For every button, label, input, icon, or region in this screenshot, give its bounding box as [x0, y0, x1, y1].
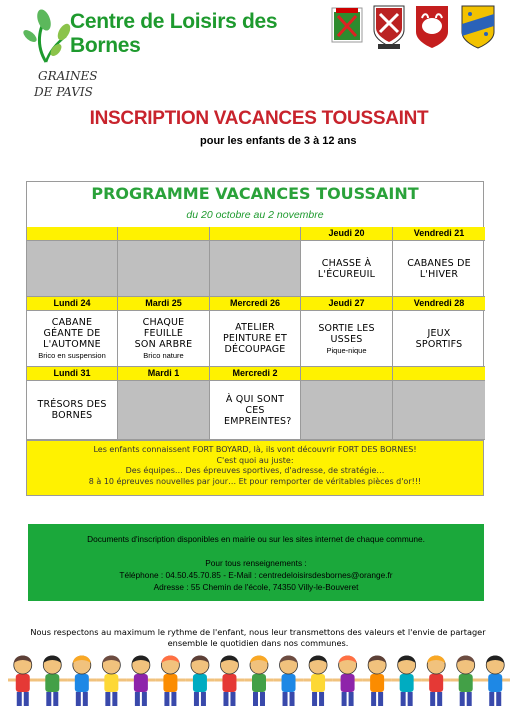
day-header: Vendredi 21 — [393, 227, 485, 240]
programme-title: PROGRAMME VACANCES TOUSSAINT — [91, 184, 419, 203]
activity-cell — [210, 310, 301, 367]
info-phone-email: Téléphone : 04.50.45.70.85 - E-Mail : centredeloisirsdesbornes@orange.fr — [119, 570, 393, 580]
info-box — [28, 524, 484, 601]
week2-day-row — [27, 297, 483, 310]
activity-label: CHAQUE FEUILLE SON ARBRE — [134, 317, 193, 350]
activity-cell — [393, 240, 485, 297]
child-figure — [421, 656, 451, 707]
fort-line: 8 à 10 épreuves nouvelles par jour… Et pour remporter de véritables pièces d'or!!! — [88, 476, 422, 486]
activity-cell — [27, 310, 118, 367]
activity-cell-empty — [301, 380, 393, 440]
child-figure — [392, 656, 422, 707]
child-figure — [38, 656, 68, 707]
page-subtitle: pour les enfants de 3 à 12 ans — [200, 135, 357, 147]
svg-text:DE PAVIS: DE PAVIS — [34, 85, 93, 99]
week1-day-row — [27, 227, 483, 240]
activity-cell — [210, 380, 301, 440]
week3-activity-row — [27, 380, 483, 440]
activity-cell — [118, 310, 210, 367]
activity-cell-empty — [210, 240, 301, 297]
day-header — [301, 367, 393, 380]
child-figure — [451, 656, 481, 707]
day-header: Mercredi 26 — [210, 297, 301, 310]
day-header — [118, 227, 210, 240]
child-figure — [185, 656, 215, 707]
activity-label: CHASSE À L'ÉCUREUIL — [317, 257, 376, 280]
day-header — [393, 367, 485, 380]
info-address: Adresse : 55 Chemin de l'école, 74350 Villy-le-Bouveret — [153, 582, 359, 592]
child-figure — [274, 656, 304, 707]
day-header — [27, 227, 118, 240]
day-header: Vendredi 28 — [393, 297, 485, 310]
day-header: Mercredi 2 — [210, 367, 301, 380]
day-header: Mardi 1 — [118, 367, 210, 380]
footer-text: Nous respectons au maximum le rythme de l'enfant, nous leur transmettons des valeurs et l'envie de partager ensemble le quotidien dans nos communes. — [30, 627, 486, 648]
children-holding-hands-illustration — [8, 650, 510, 708]
activity-cell-empty — [118, 240, 210, 297]
child-figure — [126, 656, 156, 707]
activity-label: ATELIER PEINTURE ET DÉCOUPAGE — [222, 322, 288, 355]
activity-note: Brico en suspension — [38, 351, 106, 360]
activity-label: CABANE GÉANTE DE L'AUTOMNE — [43, 317, 101, 350]
activity-note: Brico nature — [143, 351, 184, 360]
day-header — [210, 227, 301, 240]
commune-crests — [330, 2, 510, 52]
day-header: Lundi 24 — [27, 297, 118, 310]
info-contact-heading: Pour tous renseignements : — [205, 558, 307, 568]
crest-icon-4 — [462, 6, 494, 48]
week1-activity-row — [27, 240, 483, 297]
child-figure — [97, 656, 127, 707]
programme-table — [26, 181, 484, 496]
fort-line: Des équipes… Des épreuves sportives, d'adresse, de stratégie… — [125, 466, 385, 475]
activity-label: TRÉSORS DES BORNES — [37, 399, 107, 421]
activity-cell-empty — [393, 380, 485, 440]
programme-dates: du 20 octobre au 2 novembre — [186, 209, 324, 221]
crest-icon-1 — [332, 8, 362, 42]
activity-label: JEUX SPORTIFS — [415, 327, 463, 350]
activity-cell — [393, 310, 485, 367]
activity-cell-empty — [118, 380, 210, 440]
child-figure — [333, 656, 363, 707]
fort-des-bornes-banner — [27, 440, 483, 495]
child-figure — [156, 656, 186, 707]
child-figure — [8, 656, 38, 707]
fort-line: C'est quoi au juste: — [216, 455, 294, 465]
fort-line: Les enfants connaissent FORT BOYARD, là, ils vont découvrir FORT DES BORNES! — [93, 445, 417, 454]
activity-label: À QUI SONT CES EMPREINTES? — [224, 393, 292, 427]
week3-day-row — [27, 367, 483, 380]
crest-icon-3 — [416, 6, 448, 48]
activity-note: Pique-nique — [326, 345, 367, 355]
child-figure — [215, 656, 245, 707]
svg-text:GRAINES: GRAINES — [38, 69, 98, 83]
child-figure — [67, 656, 97, 707]
activity-cell — [301, 240, 393, 297]
day-header: Jeudi 20 — [301, 227, 393, 240]
child-figure — [303, 656, 333, 707]
child-figure — [480, 656, 510, 707]
day-header: Mardi 25 — [118, 297, 210, 310]
day-header: Lundi 31 — [27, 367, 118, 380]
day-header: Jeudi 27 — [301, 297, 393, 310]
activity-label: CABANES DE L'HIVER — [407, 257, 471, 280]
activity-label: SORTIE LES USSES — [318, 322, 375, 345]
activity-cell — [301, 310, 393, 367]
week2-activity-row — [27, 310, 483, 367]
child-figure — [362, 656, 392, 707]
info-documents: Documents d'inscription disponibles en mairie ou sur les sites internet de chaque commune. — [87, 534, 425, 544]
center-name: Centre de Loisirs des Bornes — [70, 10, 278, 57]
child-figure — [244, 656, 274, 707]
activity-cell-empty — [27, 240, 118, 297]
crest-icon-2 — [374, 6, 404, 49]
activity-cell — [27, 380, 118, 440]
page-title: INSCRIPTION VACANCES TOUSSAINT — [89, 108, 429, 129]
